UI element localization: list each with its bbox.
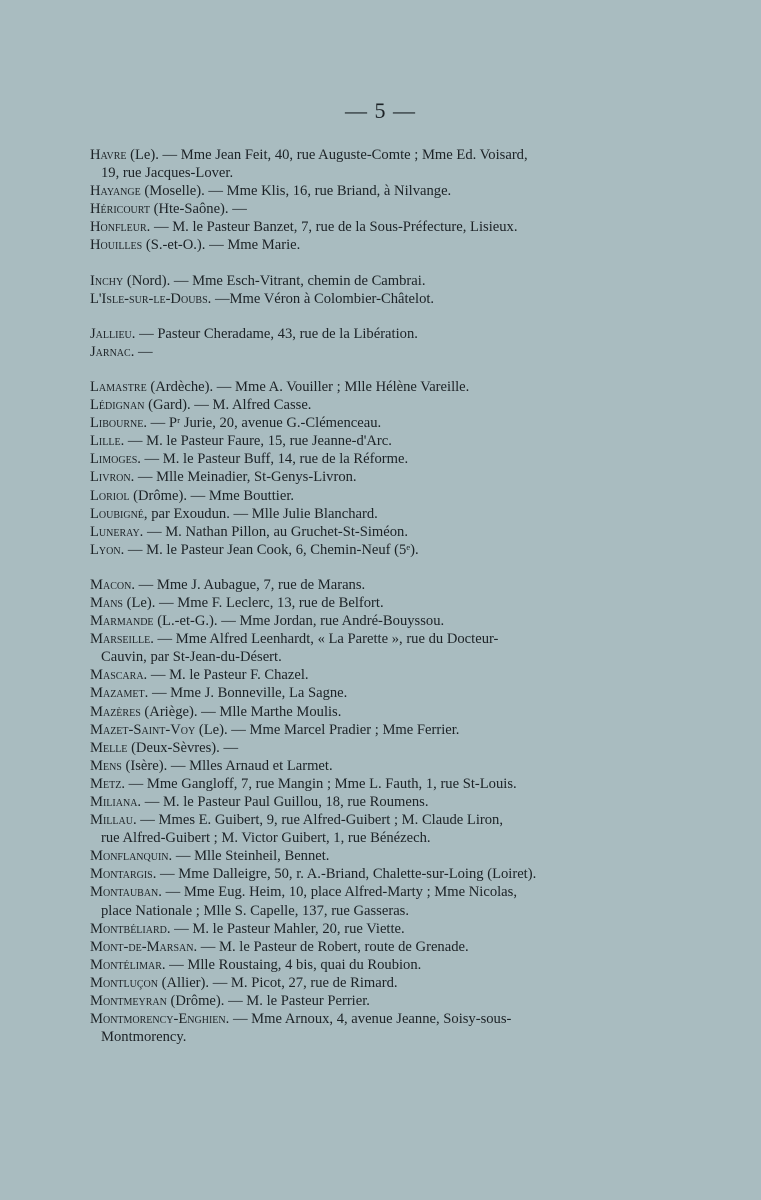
entry-details: . — M. le Pasteur Jean Cook, 6, Chemin-Neuf (5ᵉ). <box>120 541 419 558</box>
directory-entry <box>90 325 622 343</box>
directory-entry <box>90 1010 622 1046</box>
entry-place: Montmorency-Enghien <box>90 1011 226 1028</box>
directory-entry <box>90 146 622 182</box>
entry-place: Loubigné <box>90 505 144 522</box>
entry-place: Havre <box>90 147 127 163</box>
entry-place: Limoges <box>90 451 138 468</box>
entry-place: Livron <box>90 469 131 486</box>
directory-entry <box>90 721 622 739</box>
entry-continuation: Cauvin, par St-Jean-du-Désert. <box>101 649 282 666</box>
directory-entry <box>90 432 622 450</box>
directory-entry <box>90 505 622 523</box>
entry-details: . — M. le Pasteur Faure, 15, rue Jeanne-d'Arc. <box>120 433 392 450</box>
letter-group <box>90 146 622 255</box>
entry-place: Monflanquin <box>90 848 169 865</box>
directory-entry <box>90 883 622 919</box>
entry-details: (Drôme). — Mme Bouttier. <box>129 487 295 504</box>
entry-details: (Le). — Mme Marcel Pradier ; Mme Ferrier. <box>195 721 460 738</box>
directory-entry <box>90 468 622 486</box>
entry-place: Héricourt <box>90 201 150 218</box>
entry-details: . — M. Nathan Pillon, au Gruchet-St-Siméon. <box>139 523 409 540</box>
entry-details: . — M. le Pasteur de Robert, route de Grenade. <box>193 938 469 955</box>
entry-place: Luneray <box>90 523 140 540</box>
directory-entry <box>90 865 622 883</box>
directory-listing <box>90 146 622 1063</box>
entry-place: Lille <box>90 433 121 450</box>
entry-details: (Ardèche). — Mme A. Vouiller ; Mlle Hélène Vareille. <box>146 378 470 395</box>
directory-entry <box>90 414 622 432</box>
entry-place: Mont-de-Marsan <box>90 938 194 955</box>
entry-place: Lyon <box>90 541 121 558</box>
entry-details: (S.-et-O.). — Mme Marie. <box>142 237 301 254</box>
entry-details: . — <box>130 343 153 360</box>
directory-entry <box>90 938 622 956</box>
entry-details: . — Mme J. Bonneville, La Sagne. <box>144 685 348 702</box>
entry-details: . — M. le Pasteur Banzet, 7, rue de la Sous-Préfecture, Lisieux. <box>146 219 518 236</box>
directory-entry <box>90 739 622 757</box>
entry-place: Montélimar <box>90 956 162 973</box>
entry-place: Miliana <box>90 794 138 810</box>
directory-entry <box>90 576 622 594</box>
directory-entry <box>90 757 622 775</box>
entry-details: . — M. le Pasteur Paul Guillou, 18, rue Roumens. <box>137 794 429 810</box>
entry-details: (Ariège). — Mlle Marthe Moulis. <box>140 703 342 720</box>
entry-details: , par Exoudun. — Mlle Julie Blanchard. <box>143 505 378 522</box>
entry-place: Houilles <box>90 237 143 254</box>
directory-entry <box>90 200 622 218</box>
directory-entry <box>90 974 622 992</box>
entry-details: (Moselle). — Mme Klis, 16, rue Briand, à Nilvange. <box>140 183 452 200</box>
entry-details: . — M. le Pasteur Mahler, 20, rue Viette. <box>166 920 405 937</box>
directory-entry <box>90 612 622 630</box>
entry-details: . — Pʳ Jurie, 20, avenue G.-Clémenceau. <box>143 415 382 432</box>
page-number: — 5 — <box>345 98 416 123</box>
directory-entry <box>90 378 622 396</box>
entry-details: (Allier). — M. Picot, 27, rue de Rimard. <box>157 974 398 991</box>
entry-place: Mazères <box>90 703 141 720</box>
entry-details: . —Mme Véron à Colombier-Châtelot. <box>207 290 435 307</box>
letter-group <box>90 325 622 361</box>
entry-place: Loriol <box>90 487 130 504</box>
entry-details: (Le). — Mme Jean Feit, 40, rue Auguste-Comte ; Mme Ed. Voisard, <box>126 147 528 163</box>
entry-place: Montluçon <box>90 974 158 991</box>
entry-details: . — Mmes E. Guibert, 9, rue Alfred-Guibert ; M. Claude Liron, <box>132 812 504 829</box>
directory-entry <box>90 343 622 361</box>
entry-place: Mazet-Saint-Voy <box>90 721 196 738</box>
directory-entry <box>90 775 622 793</box>
entry-details: . — M. le Pasteur Buff, 14, rue de la Réforme. <box>137 451 409 468</box>
directory-entry <box>90 272 622 290</box>
entry-place: Honfleur <box>90 219 147 236</box>
entry-details: . — Mme Gangloff, 7, rue Mangin ; Mme L. Fauth, 1, rue St-Louis. <box>121 775 517 792</box>
entry-details: (Drôme). — M. le Pasteur Perrier. <box>166 993 370 1010</box>
directory-entry <box>90 523 622 541</box>
entry-continuation: Montmorency. <box>101 1029 187 1046</box>
entry-place: Montargis <box>90 866 153 883</box>
entry-place: Mans <box>90 594 123 611</box>
entry-place: Millau <box>90 812 133 829</box>
entry-place: Montbéliard <box>90 920 167 937</box>
entry-place: Montauban <box>90 884 159 901</box>
entry-place: Mascara <box>90 667 144 684</box>
directory-entry <box>90 684 622 702</box>
directory-entry <box>90 290 622 308</box>
entry-place: Jallieu <box>90 325 132 342</box>
entry-place: Melle <box>90 739 128 756</box>
letter-group <box>90 576 622 1046</box>
entry-place: Hayange <box>90 183 141 200</box>
entry-continuation: place Nationale ; Mlle S. Capelle, 137, rue Gasseras. <box>101 902 409 919</box>
directory-entry <box>90 956 622 974</box>
directory-entry <box>90 920 622 938</box>
directory-entry <box>90 703 622 721</box>
entry-place: Jarnac <box>90 343 131 360</box>
directory-entry <box>90 594 622 612</box>
entry-details: (Gard). — M. Alfred Casse. <box>144 397 312 414</box>
directory-entry <box>90 182 622 200</box>
entry-place: Metz <box>90 775 122 792</box>
entry-place: Inchy <box>90 272 124 289</box>
entry-details: . — M. le Pasteur F. Chazel. <box>143 667 309 684</box>
entry-place: Marseille <box>90 631 151 648</box>
entry-details: . — Pasteur Cheradame, 43, rue de la Libération. <box>131 325 418 342</box>
entry-place: Libourne <box>90 415 144 432</box>
entry-details: (Le). — Mme F. Leclerc, 13, rue de Belfort. <box>122 594 384 611</box>
directory-entry <box>90 487 622 505</box>
entry-details: (Nord). — Mme Esch-Vitrant, chemin de Cambrai. <box>123 272 426 289</box>
directory-entry <box>90 992 622 1010</box>
entry-details: (Hte-Saône). — <box>149 201 247 218</box>
entry-details: . — Mme Alfred Leenhardt, « La Parette », rue du Docteur- <box>150 631 499 648</box>
entry-details: . — Mlle Steinheil, Bennet. <box>168 848 330 865</box>
entry-details: . — Mme Dalleigre, 50, r. A.-Briand, Chalette-sur-Loing (Loiret). <box>152 866 537 883</box>
entry-details: (Deux-Sèvres). — <box>127 739 239 756</box>
entry-place: Macon <box>90 576 132 593</box>
entry-details: . — Mlle Roustaing, 4 bis, quai du Roubion. <box>161 956 422 973</box>
entry-details: . — Mme J. Aubague, 7, rue de Marans. <box>131 576 366 593</box>
directory-entry <box>90 541 622 559</box>
directory-entry <box>90 236 622 254</box>
entry-details: (Isère). — Mlles Arnaud et Larmet. <box>121 757 333 774</box>
entry-place: Lédignan <box>90 397 145 414</box>
entry-place: Montmeyran <box>90 993 167 1010</box>
entry-place: Marmande <box>90 613 154 630</box>
directory-entry <box>90 450 622 468</box>
directory-entry <box>90 793 622 811</box>
entry-continuation: rue Alfred-Guibert ; M. Victor Guibert, 1, rue Bénézech. <box>101 830 431 847</box>
directory-entry <box>90 811 622 847</box>
directory-entry <box>90 666 622 684</box>
entry-details: . — Mlle Meinadier, St-Genys-Livron. <box>130 469 357 486</box>
letter-group <box>90 378 622 559</box>
entry-place: Mens <box>90 757 122 774</box>
directory-entry <box>90 396 622 414</box>
directory-entry <box>90 847 622 865</box>
entry-place: Mazamet <box>90 685 145 702</box>
directory-entry <box>90 218 622 236</box>
entry-place: Lamastre <box>90 378 147 395</box>
entry-details: . — Mme Arnoux, 4, avenue Jeanne, Soisy-sous- <box>225 1011 512 1028</box>
entry-details: . — Mme Eug. Heim, 10, place Alfred-Marty ; Mme Nicolas, <box>158 884 517 901</box>
directory-entry <box>90 630 622 666</box>
entry-place: L'Isle-sur-le-Doubs <box>90 290 208 307</box>
letter-group <box>90 272 622 308</box>
entry-continuation: 19, rue Jacques-Lover. <box>101 165 234 182</box>
entry-details: (L.-et-G.). — Mme Jordan, rue André-Bouyssou. <box>153 613 445 630</box>
